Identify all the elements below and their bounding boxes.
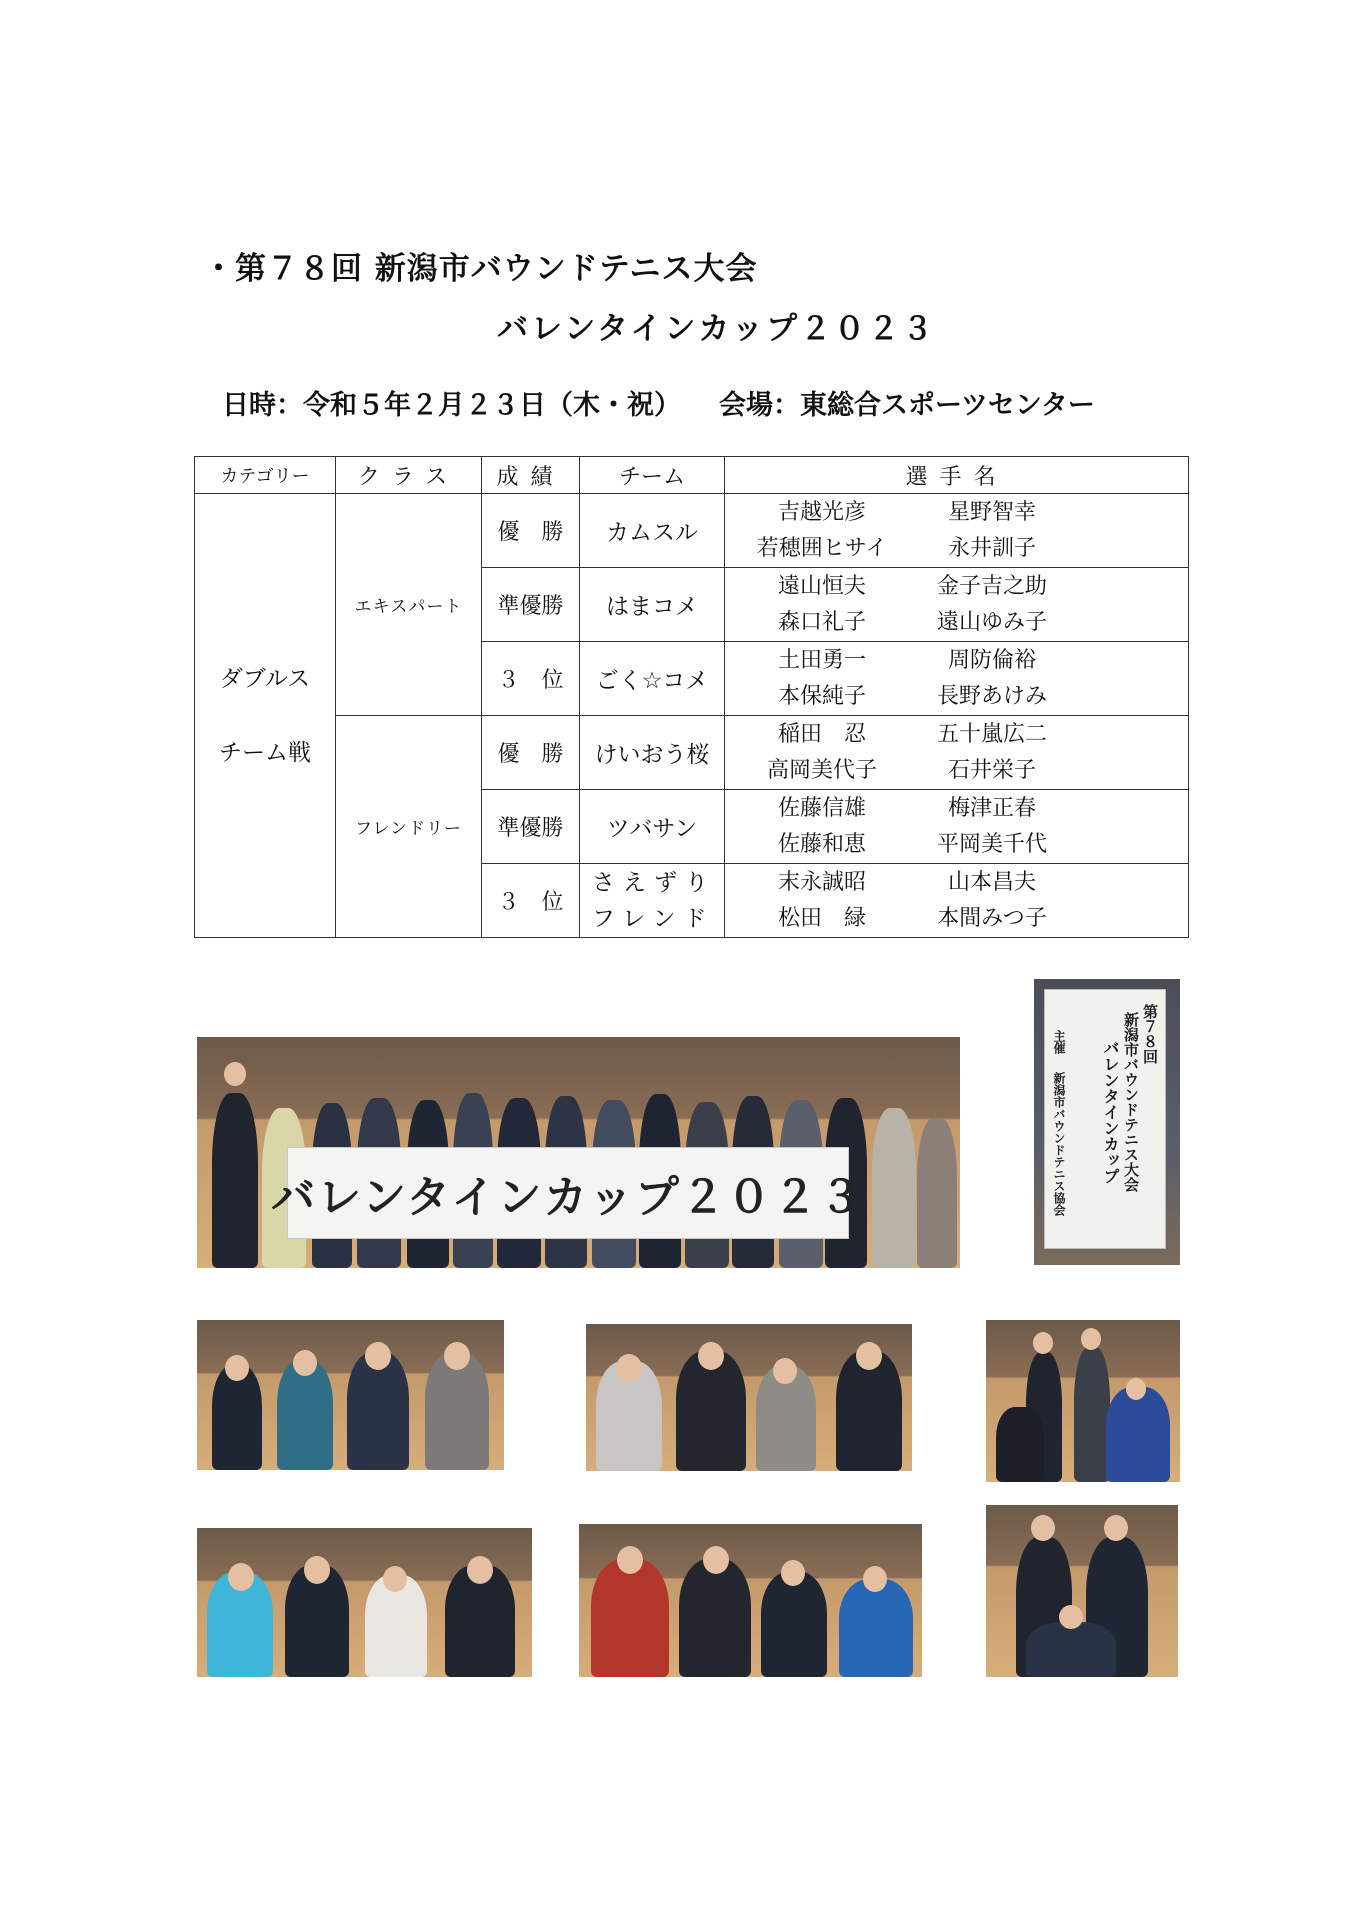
player-name: 土田勇一 bbox=[777, 647, 866, 673]
category-team: チーム戦 bbox=[219, 739, 311, 766]
sign-event-name: 新潟市バウンドテニス大会 bbox=[1122, 1012, 1140, 1192]
winner-photo bbox=[986, 1505, 1178, 1677]
group-banner bbox=[271, 1147, 865, 1239]
category-doubles: ダブルス bbox=[219, 665, 311, 692]
player-name: 稲田 忍 bbox=[777, 721, 866, 747]
player-name: 遠山ゆみ子 bbox=[936, 609, 1047, 635]
rank-cell: 準優勝 bbox=[482, 568, 580, 642]
winner-photo bbox=[197, 1528, 532, 1677]
table-header-row bbox=[195, 457, 1189, 494]
player-name: 星野智幸 bbox=[947, 499, 1036, 525]
category-cell bbox=[195, 494, 336, 938]
team-cell: はまコメ bbox=[580, 568, 725, 642]
players-cell bbox=[725, 864, 1189, 938]
winner-photo bbox=[586, 1324, 912, 1471]
player-name: 周防倫裕 bbox=[947, 647, 1036, 673]
results-table bbox=[194, 456, 1189, 938]
sign-host-label: 主催 bbox=[1052, 1030, 1066, 1054]
players-cell bbox=[725, 790, 1189, 864]
header-team: チーム bbox=[580, 457, 725, 494]
player-name: 石井栄子 bbox=[947, 757, 1036, 783]
team-cell: ツバサン bbox=[580, 790, 725, 864]
event-info bbox=[222, 383, 1095, 422]
players-cell bbox=[725, 568, 1189, 642]
player-name: 永井訓子 bbox=[947, 535, 1036, 561]
group-photo bbox=[197, 1037, 960, 1268]
event-venue: 会場：東総合スポーツセンター bbox=[719, 390, 1095, 421]
event-title: ・第７８回 新潟市バウンドテニス大会 bbox=[203, 251, 758, 287]
player-name: 若穂囲ヒサイ bbox=[756, 535, 888, 561]
team-name-line: さえずり bbox=[592, 869, 716, 896]
player-name: 高岡美代子 bbox=[766, 757, 877, 783]
player-name: 五十嵐広二 bbox=[936, 721, 1047, 747]
header-class: クラス bbox=[336, 457, 482, 494]
player-name: 本保純子 bbox=[777, 683, 866, 709]
player-name: 山本昌夫 bbox=[947, 869, 1036, 895]
event-subtitle: バレンタインカップ２０２３ bbox=[497, 311, 937, 347]
winner-photo bbox=[986, 1320, 1180, 1482]
player-name: 佐藤信雄 bbox=[777, 795, 866, 821]
sign-cup-name: バレンタインカップ bbox=[1101, 1040, 1120, 1184]
rank-cell: ３ 位 bbox=[482, 642, 580, 716]
player-name: 長野あけみ bbox=[936, 683, 1047, 709]
player-name: 末永誠昭 bbox=[777, 869, 866, 895]
winner-photo bbox=[197, 1320, 504, 1470]
team-cell bbox=[580, 864, 725, 938]
sign-edition: 第７８回 bbox=[1141, 1004, 1159, 1064]
sign-photo bbox=[1034, 979, 1180, 1265]
winner-photo bbox=[579, 1524, 922, 1677]
class-friendly: フレンドリー bbox=[336, 716, 482, 938]
rank-cell: 優 勝 bbox=[482, 494, 580, 568]
event-sign bbox=[1044, 989, 1166, 1249]
player-name: 佐藤和恵 bbox=[777, 831, 866, 857]
players-cell bbox=[725, 642, 1189, 716]
sign-host: 新潟市バウンドテニス協会 bbox=[1052, 1072, 1066, 1216]
player-name: 松田 緑 bbox=[777, 905, 866, 931]
team-cell: けいおう桜 bbox=[580, 716, 725, 790]
player-name: 吉越光彦 bbox=[777, 499, 866, 525]
players-cell bbox=[725, 494, 1189, 568]
player-name: 金子吉之助 bbox=[936, 573, 1047, 599]
banner-text: バレンタインカップ２０２３ bbox=[271, 1172, 865, 1223]
event-date: 日時：令和５年２月２３日（木・祝） bbox=[222, 390, 681, 421]
player-name: 梅津正春 bbox=[947, 795, 1036, 821]
team-cell: ごく☆コメ bbox=[580, 642, 725, 716]
header-category: カテゴリー bbox=[195, 457, 336, 494]
header-result: 成績 bbox=[482, 457, 580, 494]
team-name-line: フレンド bbox=[592, 905, 715, 932]
rank-cell: ３ 位 bbox=[482, 864, 580, 938]
rank-cell: 優 勝 bbox=[482, 716, 580, 790]
player-name: 森口礼子 bbox=[777, 609, 866, 635]
table-row bbox=[195, 716, 1189, 790]
class-expert: エキスパート bbox=[336, 494, 482, 716]
player-name: 平岡美千代 bbox=[936, 831, 1047, 857]
players-cell bbox=[725, 716, 1189, 790]
player-name: 本間みつ子 bbox=[937, 905, 1047, 931]
header-players: 選手名 bbox=[725, 457, 1189, 494]
table-row bbox=[195, 494, 1189, 568]
player-name: 遠山恒夫 bbox=[777, 573, 866, 599]
rank-cell: 準優勝 bbox=[482, 790, 580, 864]
team-cell: カムスル bbox=[580, 494, 725, 568]
